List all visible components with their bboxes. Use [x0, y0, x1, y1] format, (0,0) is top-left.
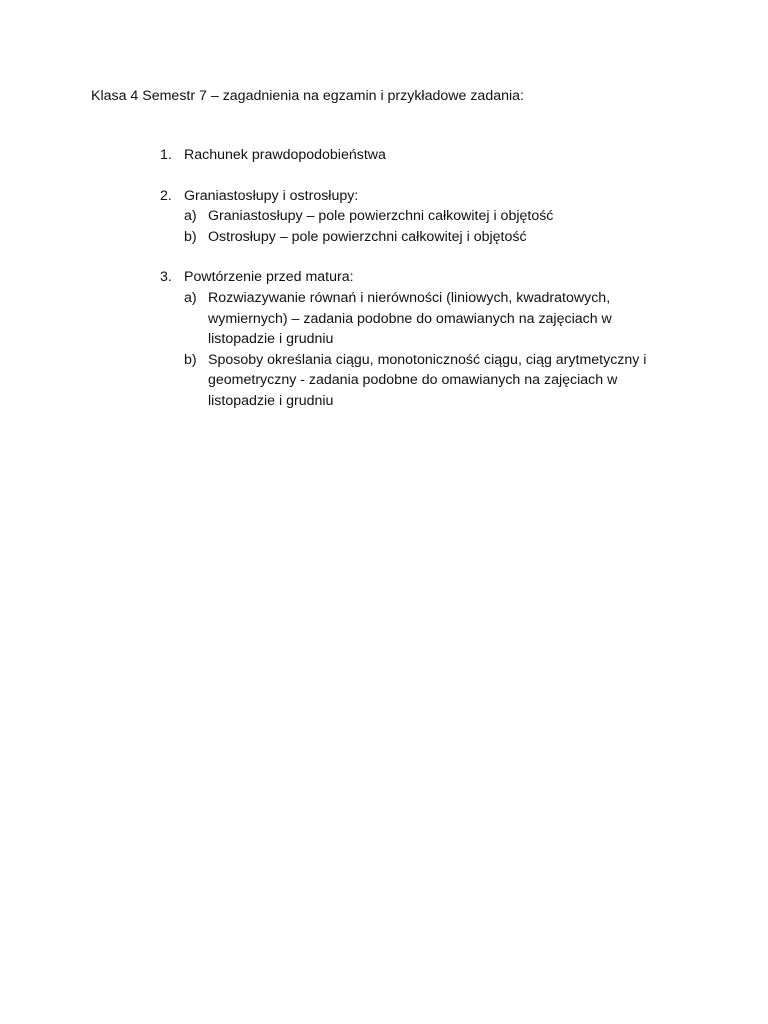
document-title: Klasa 4 Semestr 7 – zagadnienia na egzamin i przykładowe zadania: [91, 88, 524, 104]
list-item [160, 186, 700, 248]
sub-item-text: Rozwiazywanie równań i nierówności (liniowych, kwadratowych, wymiernych) – zadania podobne do omawianych na zajęciach w listopadzie i grudniu [208, 289, 612, 348]
list-item [160, 145, 700, 166]
item-number: 2. [160, 187, 172, 204]
sub-item [160, 227, 700, 248]
sub-item-text: Graniastosłupy – pole powierzchni całkowitej i objętość [208, 208, 554, 225]
list-item [160, 267, 700, 411]
sub-item [160, 288, 700, 350]
topic-list [160, 145, 700, 432]
sub-item-letter: b) [184, 351, 197, 368]
sub-item-letter: a) [184, 289, 197, 306]
item-number: 1. [160, 147, 172, 163]
item-label: Graniastosłupy i ostrosłupy: [184, 187, 359, 204]
sub-item [160, 350, 700, 412]
sub-item [160, 206, 700, 227]
item-label: Rachunek prawdopodobieństwa [184, 147, 386, 163]
sub-item-letter: a) [184, 208, 197, 225]
sub-item-text: Ostrosłupy – pole powierzchni całkowitej i objętość [208, 228, 527, 245]
item-number: 3. [160, 269, 172, 286]
item-label: Powtórzenie przed matura: [184, 269, 354, 286]
sub-item-letter: b) [184, 228, 197, 245]
sub-item-text: Sposoby określania ciągu, monotoniczność ciągu, ciąg arytmetyczny i geometryczny - zadania podobne do omawianych na zajęciach w listopadzie i grudniu [208, 351, 647, 409]
